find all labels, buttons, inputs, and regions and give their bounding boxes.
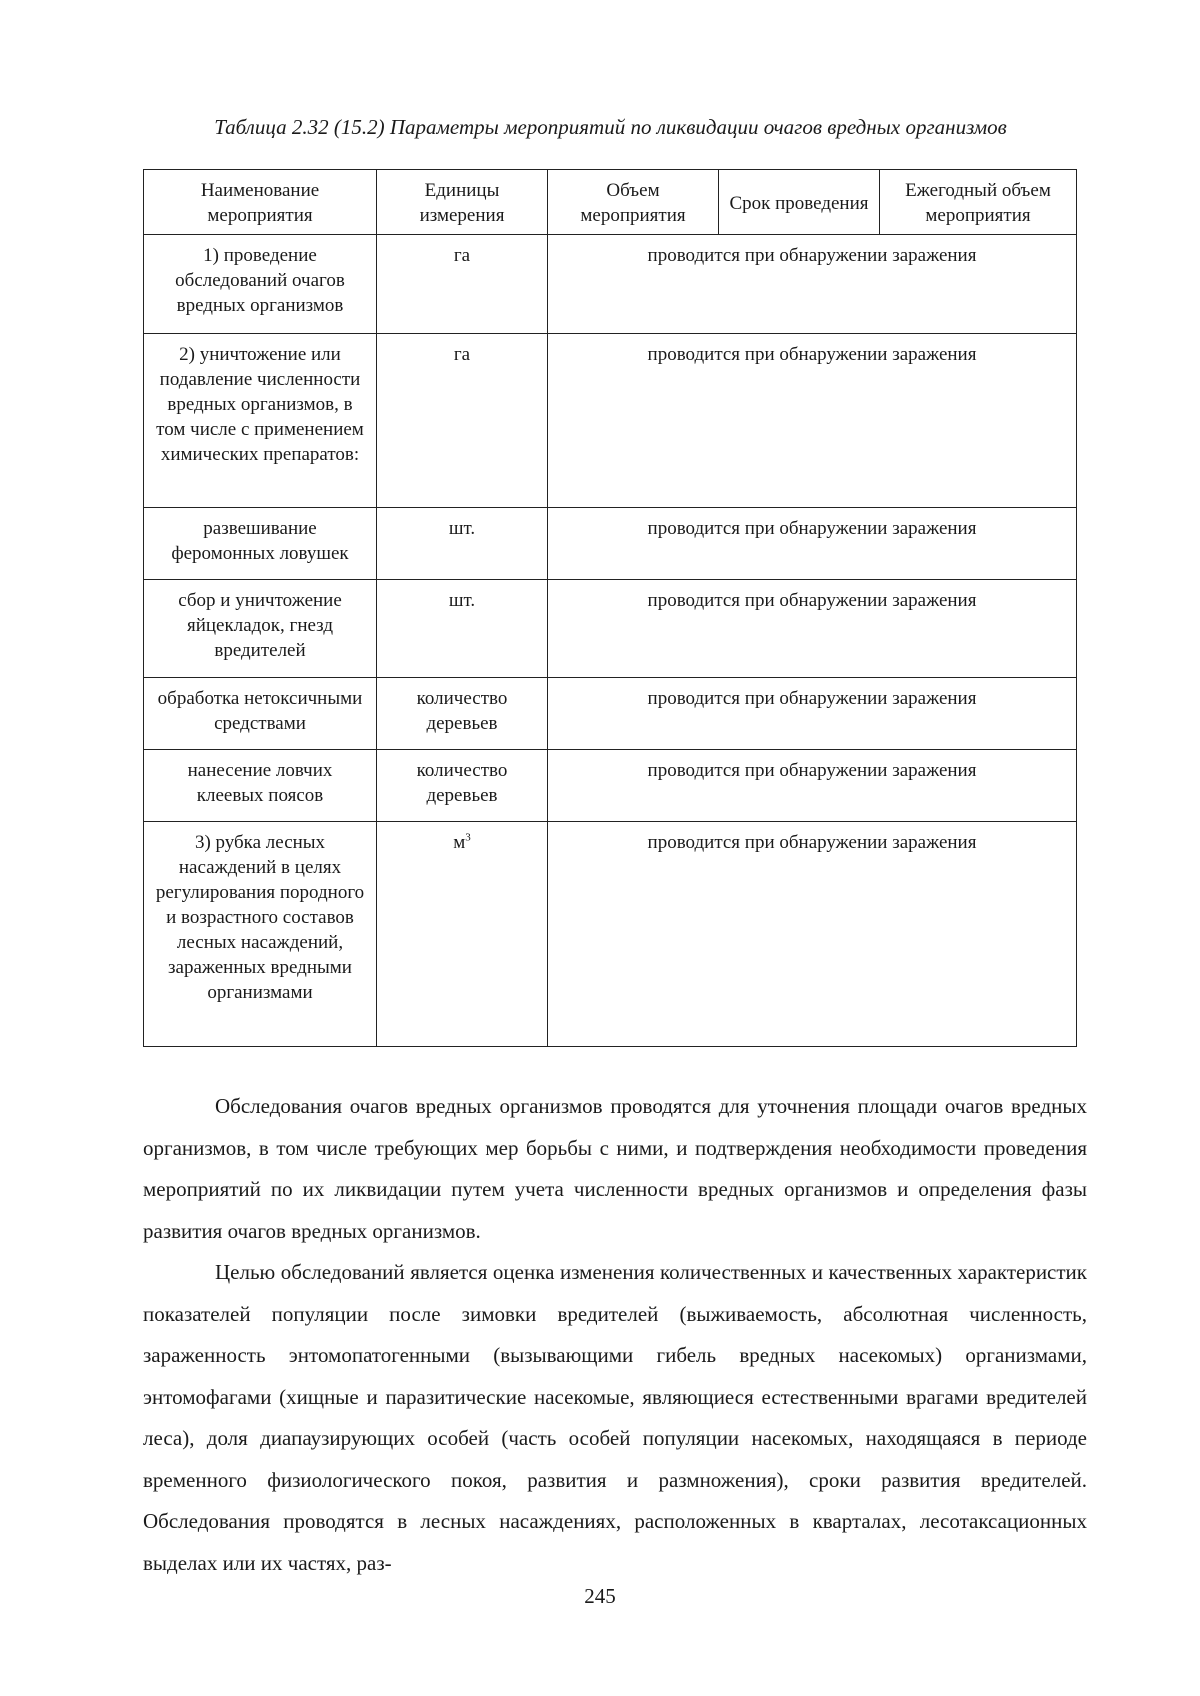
table-row <box>144 580 1077 678</box>
table-row <box>144 334 1077 508</box>
header-annual-volume: Ежегодный объем мероприятия <box>880 170 1077 235</box>
header-unit: Единицы измерения <box>377 170 548 235</box>
measure-note: проводится при обнаружении заражения <box>548 580 1077 678</box>
measure-note: проводится при обнаружении заражения <box>548 750 1077 822</box>
table-row <box>144 678 1077 750</box>
measure-note: проводится при обнаружении заражения <box>548 678 1077 750</box>
measure-name: развешивание феромонных ловушек <box>144 508 377 580</box>
page-number: 245 <box>584 1584 616 1608</box>
table-header-row <box>144 170 1077 235</box>
header-volume: Объем мероприятия <box>548 170 719 235</box>
measure-unit: количество деревьев <box>377 678 548 750</box>
table-caption: Таблица 2.32 (15.2) Параметры мероприятий по ликвидации очагов вредных организмов <box>214 115 1007 139</box>
header-name: Наименование мероприятия <box>144 170 377 235</box>
measure-note: проводится при обнаружении заражения <box>548 508 1077 580</box>
table-row <box>144 235 1077 334</box>
measure-unit: шт. <box>377 508 548 580</box>
table-row <box>144 822 1077 1047</box>
measure-name: сбор и уничтожение яйцекладок, гнезд вредителей <box>144 580 377 678</box>
measure-name: 3) рубка лесных насаждений в целях регулирования породного и возрастного составов лесных насаждений, зараженных вредными организмами <box>144 822 377 1047</box>
measure-unit: шт. <box>377 580 548 678</box>
measure-unit <box>377 822 548 1047</box>
header-period: Срок проведения <box>719 170 880 235</box>
paragraph: Целью обследований является оценка изменения количественных и качественных характеристик показателей популяции после зимовки вредителей (выживаемость, абсолютная численность, зараженность энтомопатогенными (вызывающими гибель вредных насекомых) организмами, энтомофагами (хищные и паразитические насекомые, являющиеся естественными врагами вредителей леса), доля диапаузирующих особей (часть особей популяции насекомых, находящаяся в периоде временного физиологического покоя, развития и размножения), сроки развития вредителей. Обследования проводятся в лесных насаждениях, расположенных в кварталах, лесотаксационных выделах или их частях, раз- <box>143 1260 1087 1575</box>
paragraph: Обследования очагов вредных организмов проводятся для уточнения площади очагов вредных организмов, в том числе требующих мер борьбы с ними, и подтверждения необходимости проведения мероприятий по их ликвидации путем учета численности вредных организмов и определения фазы развития очагов вредных организмов. <box>143 1094 1087 1243</box>
unit-text: м <box>453 832 466 853</box>
table-row <box>144 750 1077 822</box>
measure-note: проводится при обнаружении заражения <box>548 235 1077 334</box>
measure-note: проводится при обнаружении заражения <box>548 334 1077 508</box>
measure-unit: количество деревьев <box>377 750 548 822</box>
measure-unit: га <box>377 334 548 508</box>
table-row <box>144 508 1077 580</box>
measure-unit: га <box>377 235 548 334</box>
measure-name: 2) уничтожение или подавление численности вредных организмов, в том числе с применением химических препаратов: <box>144 334 377 508</box>
body-text <box>143 1086 1087 1584</box>
unit-superscript: 3 <box>465 831 471 844</box>
measure-name: нанесение ловчих клеевых поясов <box>144 750 377 822</box>
measure-name: обработка нетоксичными средствами <box>144 678 377 750</box>
measure-note: проводится при обнаружении заражения <box>548 822 1077 1047</box>
measure-name: 1) проведение обследований очагов вредных организмов <box>144 235 377 334</box>
measures-table <box>143 169 1077 1047</box>
